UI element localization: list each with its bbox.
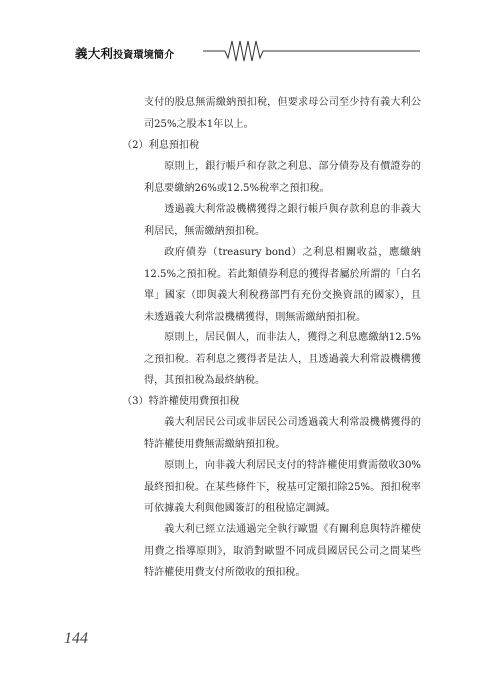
section-heading-royalty-withholding: （3）特許權使用費預扣稅 [122,396,240,407]
page-header [75,36,420,66]
paragraph-dividend: 支付的股息無需繳納預扣稅，但要求母公司至少持有義大利公司25%之股本1年以上。 [144,97,421,130]
paragraph-non-resident-interest: 透過義大利常設機構獲得之銀行帳戶與存款利息的非義大利居民，無需繳納預扣稅。 [144,204,421,237]
paragraph-eu-directive: 義大利已經立法通過完全執行歐盟《有關利息與特許權使用費之指導原則》，取消對歐盟不同成員國居民公司之間某些特許權使用費支付所徵收的預扣稅。 [144,524,421,578]
header-title-sub: 投資環境簡介 [113,50,175,61]
section-heading-interest-withholding: （2）利息預扣稅 [122,140,200,151]
paragraph-resident-individual: 原則上，居民個人，而非法人，獲得之利息應繳納12.5%之預扣稅。若利息之獲得者是法人，且透過義大利常設機構獲得，其預扣稅為最終納稅。 [144,332,421,386]
paragraph-treasury-bond: 政府債券（treasury bond）之利息相關收益，應繳納12.5%之預扣稅。若此類債券利息的獲得者屬於所謂的「白名單」國家（即與義大利稅務部門有充份交換資訊的國家），且未透過義大利常設機構獲得，則無需繳納預扣稅。 [144,247,421,323]
paragraph-royalty-exempt: 義大利居民公司或非居民公司透過義大利常設機構獲得的特許權使用費無需繳納預扣稅。 [144,417,421,450]
header-title-main: 義大利 [75,46,114,61]
page-number: 144 [64,630,88,647]
paragraph-royalty-rate: 原則上，向非義大利居民支付的特許權使用費需徵收30%最終預扣稅。在某些條件下，稅基可定額扣除25%。預扣稅率可依據義大利與他國簽訂的租稅協定調減。 [144,460,421,514]
paragraph-interest-principle: 原則上，銀行帳戶和存款之利息、部分債券及有價證券的利息要繳納26%或12.5%稅率之預扣稅。 [144,161,421,194]
header-title [75,44,174,62]
